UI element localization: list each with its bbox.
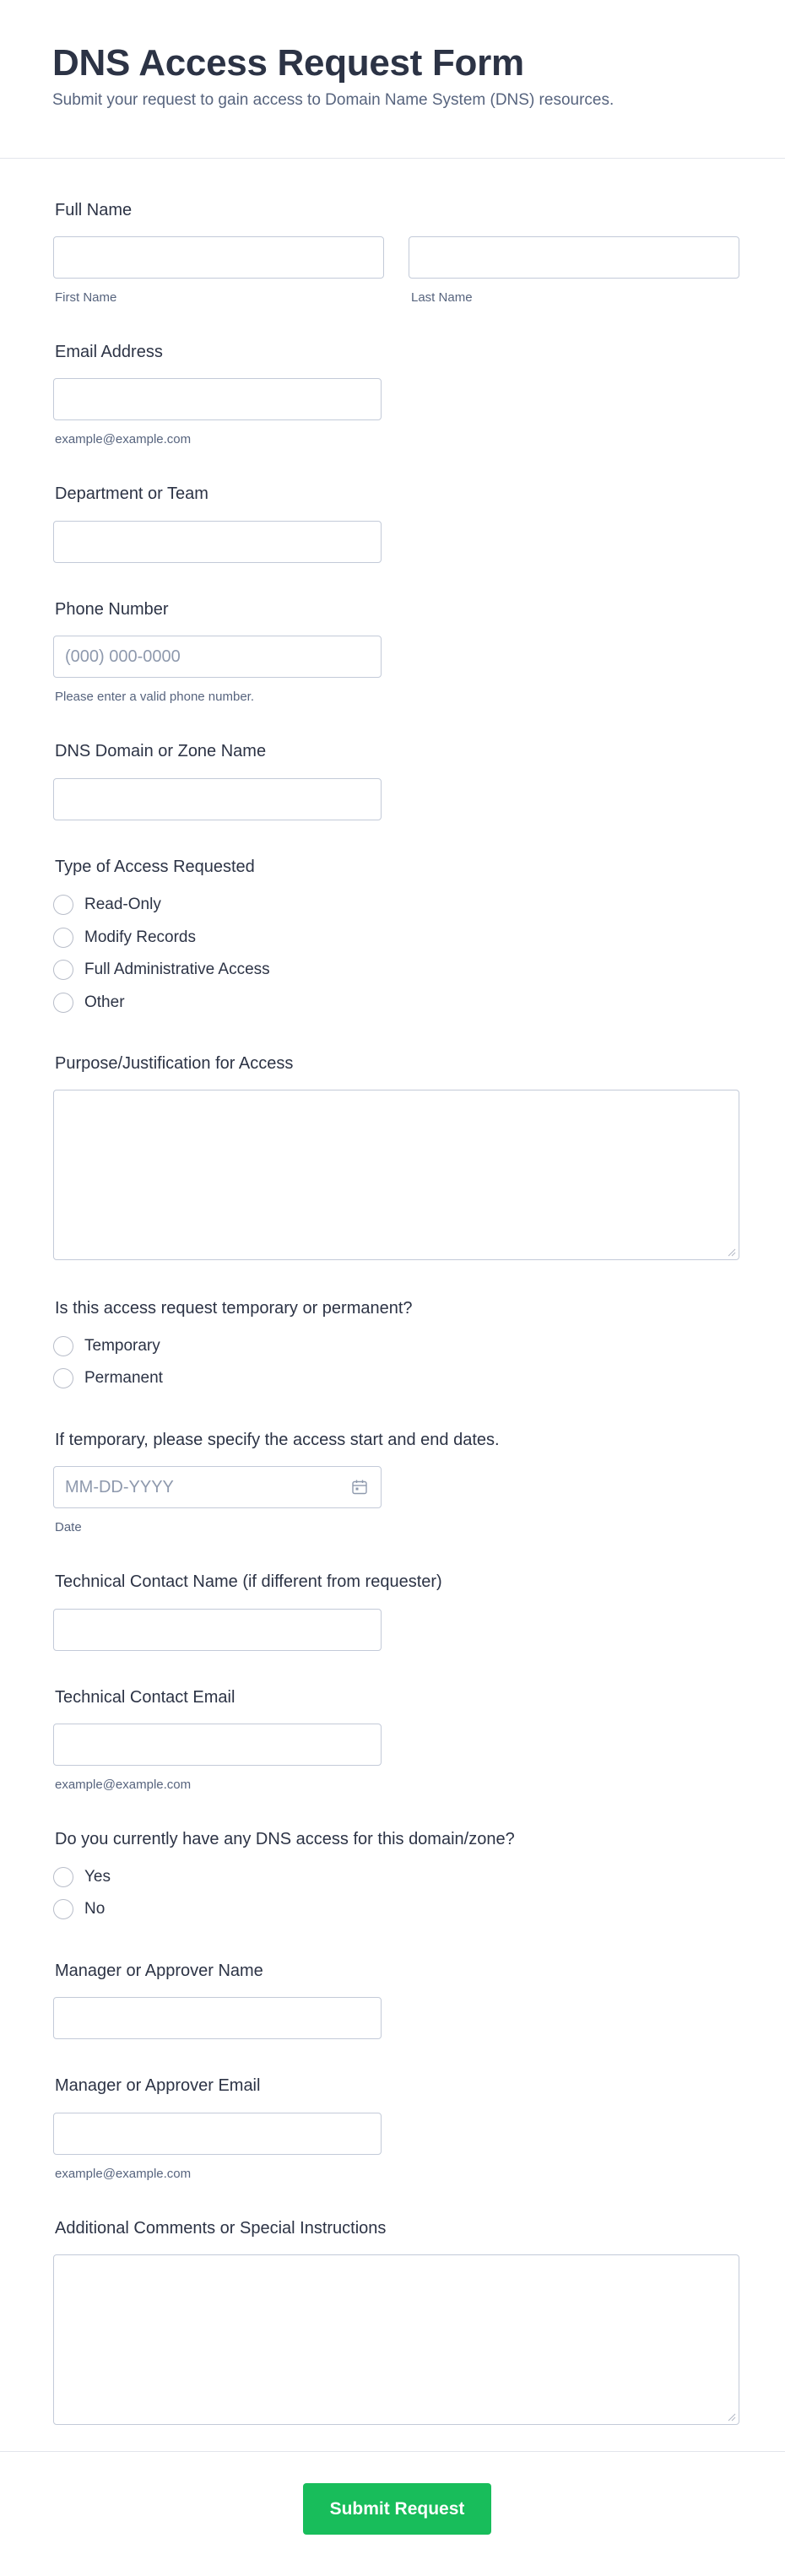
- resize-handle-icon[interactable]: [728, 1248, 736, 1257]
- tech-contact-email-sublabel: example@example.com: [55, 1778, 192, 1792]
- email-input[interactable]: [54, 379, 381, 419]
- manager-email-sublabel: example@example.com: [55, 2167, 192, 2181]
- access-type-label: Type of Access Requested: [55, 858, 255, 876]
- page-subtitle: Submit your request to gain access to Domain Name System (DNS) resources.: [52, 91, 614, 109]
- duration-label: Is this access request temporary or permanent?: [55, 1299, 413, 1318]
- date-sublabel: Date: [55, 1520, 82, 1534]
- comments-label: Additional Comments or Special Instructions: [55, 2219, 387, 2238]
- current-access-option-yes[interactable]: [53, 1864, 111, 1890]
- first-name-field[interactable]: [53, 236, 384, 279]
- tech-contact-name-label: Technical Contact Name (if different from requester): [55, 1572, 442, 1591]
- calendar-icon[interactable]: [350, 1478, 369, 1496]
- comments-input[interactable]: [54, 2255, 739, 2424]
- access-option-other[interactable]: [53, 990, 125, 1015]
- purpose-label: Purpose/Justification for Access: [55, 1054, 294, 1073]
- radio-label: Permanent: [84, 1369, 163, 1387]
- first-name-sublabel: First Name: [55, 290, 117, 305]
- last-name-field[interactable]: [409, 236, 739, 279]
- page-title: DNS Access Request Form: [52, 42, 524, 84]
- radio-label: No: [84, 1900, 106, 1918]
- dns-domain-input[interactable]: [54, 779, 381, 820]
- tech-contact-email-field[interactable]: [53, 1724, 382, 1766]
- last-name-sublabel: Last Name: [411, 290, 473, 305]
- last-name-input[interactable]: [409, 237, 739, 278]
- submit-button[interactable]: Submit Request: [303, 2483, 491, 2535]
- tech-contact-name-input[interactable]: [54, 1610, 381, 1650]
- duration-option-permanent[interactable]: [53, 1366, 163, 1391]
- date-input[interactable]: [54, 1467, 381, 1507]
- manager-email-input[interactable]: [54, 2113, 381, 2154]
- phone-field[interactable]: [53, 636, 382, 678]
- manager-name-field[interactable]: [53, 1997, 382, 2039]
- radio-circle[interactable]: [53, 1336, 73, 1356]
- radio-label: Other: [84, 993, 125, 1011]
- radio-label: Yes: [84, 1868, 111, 1886]
- manager-name-label: Manager or Approver Name: [55, 1962, 263, 1980]
- manager-email-label: Manager or Approver Email: [55, 2076, 261, 2095]
- email-sublabel: example@example.com: [55, 432, 192, 446]
- department-input[interactable]: [54, 522, 381, 562]
- tech-contact-email-input[interactable]: [54, 1724, 381, 1765]
- date-field[interactable]: [53, 1466, 382, 1508]
- radio-label: Read-Only: [84, 896, 161, 913]
- tech-contact-email-label: Technical Contact Email: [55, 1688, 236, 1707]
- purpose-input[interactable]: [54, 1090, 739, 1259]
- radio-circle[interactable]: [53, 960, 73, 980]
- phone-label: Phone Number: [55, 600, 169, 619]
- access-option-read-only[interactable]: [53, 892, 161, 917]
- radio-label: Modify Records: [84, 928, 196, 946]
- current-access-option-no[interactable]: [53, 1897, 105, 1922]
- purpose-textarea[interactable]: [53, 1090, 739, 1260]
- email-field[interactable]: [53, 378, 382, 420]
- duration-option-temporary[interactable]: [53, 1334, 160, 1359]
- radio-label: Temporary: [84, 1337, 160, 1355]
- department-label: Department or Team: [55, 484, 208, 503]
- email-label: Email Address: [55, 343, 163, 361]
- phone-sublabel: Please enter a valid phone number.: [55, 690, 254, 704]
- dns-domain-label: DNS Domain or Zone Name: [55, 742, 267, 760]
- department-field[interactable]: [53, 521, 382, 563]
- radio-circle[interactable]: [53, 1368, 73, 1388]
- dates-label: If temporary, please specify the access start and end dates.: [55, 1431, 500, 1449]
- dns-domain-field[interactable]: [53, 778, 382, 820]
- radio-circle[interactable]: [53, 1867, 73, 1887]
- radio-circle[interactable]: [53, 1899, 73, 1919]
- first-name-input[interactable]: [54, 237, 383, 278]
- manager-name-input[interactable]: [54, 1998, 381, 2038]
- radio-circle[interactable]: [53, 928, 73, 948]
- access-option-modify-records[interactable]: [53, 925, 196, 950]
- radio-circle[interactable]: [53, 993, 73, 1013]
- comments-textarea[interactable]: [53, 2254, 739, 2425]
- resize-handle-icon[interactable]: [728, 2413, 736, 2422]
- tech-contact-name-field[interactable]: [53, 1609, 382, 1651]
- current-access-label: Do you currently have any DNS access for this domain/zone?: [55, 1830, 515, 1848]
- access-option-full-admin[interactable]: [53, 957, 270, 982]
- radio-label: Full Administrative Access: [84, 961, 270, 978]
- full-name-label: Full Name: [55, 201, 133, 219]
- phone-input[interactable]: [54, 636, 381, 677]
- radio-circle[interactable]: [53, 895, 73, 915]
- form-header: [0, 0, 785, 159]
- manager-email-field[interactable]: [53, 2113, 382, 2155]
